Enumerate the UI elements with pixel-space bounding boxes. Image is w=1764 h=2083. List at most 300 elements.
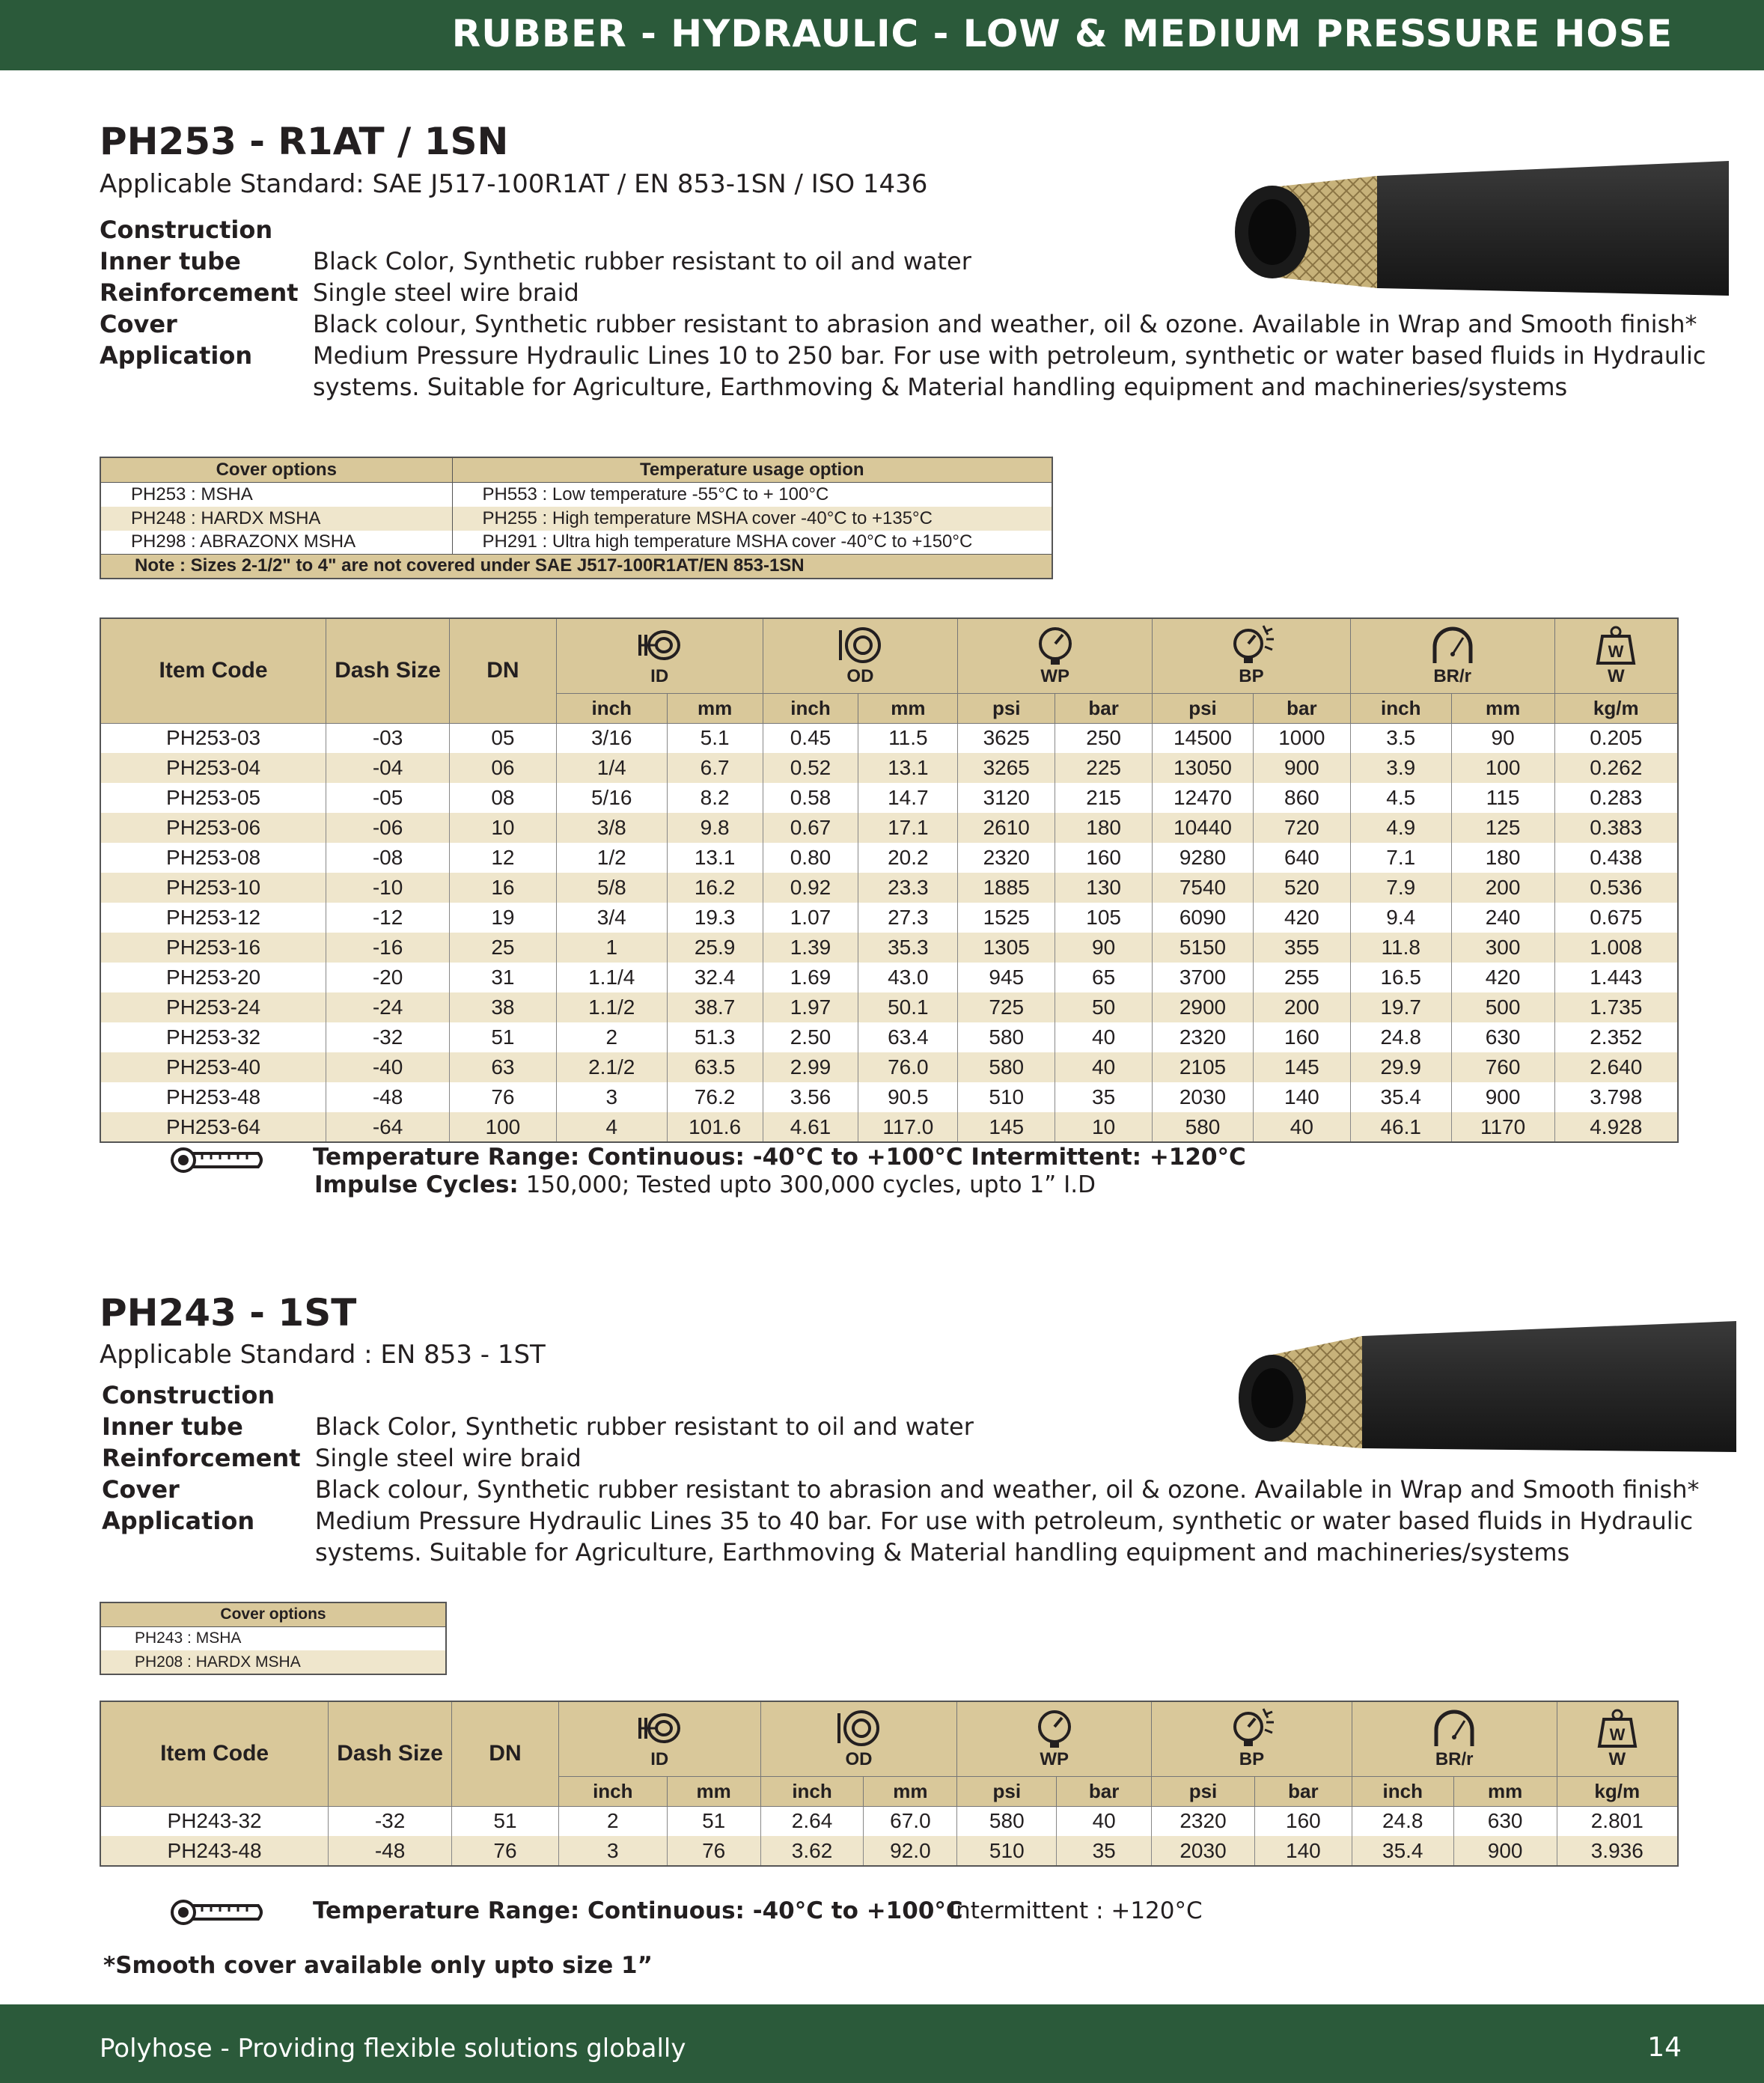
col-header-w — [1554, 618, 1678, 693]
options-header: Cover options — [100, 457, 452, 483]
temperature-option: PH255 : High temperature MSHA cover -40°C to +135°C — [452, 507, 1052, 531]
table-cell: 0.262 — [1554, 753, 1678, 783]
spec-table-ph243 — [100, 1701, 1679, 1867]
unit-header: kg/m — [1554, 693, 1678, 723]
impulse-cycles-ph253 — [314, 1171, 1096, 1198]
cover-option: PH253 : MSHA — [100, 483, 452, 507]
table-row — [100, 873, 1678, 903]
table-row — [100, 753, 1678, 783]
svg-text:W: W — [1608, 642, 1624, 662]
table-cell: -32 — [326, 1022, 450, 1052]
table-cell: PH253-08 — [100, 843, 326, 873]
table-cell: 63 — [449, 1052, 556, 1082]
table-row — [100, 903, 1678, 933]
table-cell: 25 — [449, 933, 556, 963]
col-header-bp — [1153, 618, 1351, 693]
table-cell: 5/16 — [556, 783, 667, 813]
table-cell: 06 — [449, 753, 556, 783]
table-cell: 11.5 — [858, 723, 958, 753]
table-cell: PH243-32 — [100, 1806, 329, 1836]
table-cell: 76.0 — [858, 1052, 958, 1082]
table-cell: 0.52 — [763, 753, 858, 783]
construction-row — [100, 340, 1716, 403]
construction-key: Reinforcement — [100, 278, 299, 307]
table-cell: 4.928 — [1554, 1112, 1678, 1142]
table-cell: 3/16 — [556, 723, 667, 753]
table-cell: 630 — [1451, 1022, 1554, 1052]
col-header-dn: DN — [452, 1701, 559, 1806]
table-cell: -48 — [326, 1082, 450, 1112]
table-cell: 0.438 — [1554, 843, 1678, 873]
construction-value: Black Color, Synthetic rubber resistant to oil and water — [313, 247, 971, 275]
table-cell: -04 — [326, 753, 450, 783]
table-cell: 2030 — [1153, 1082, 1254, 1112]
table-cell: 12 — [449, 843, 556, 873]
table-cell: 640 — [1253, 843, 1350, 873]
table-cell: 20.2 — [858, 843, 958, 873]
table-cell: 255 — [1253, 963, 1350, 992]
table-cell: 6.7 — [667, 753, 763, 783]
table-cell: 900 — [1453, 1836, 1557, 1866]
table-cell: 67.0 — [864, 1806, 957, 1836]
table-cell: 3 — [558, 1836, 667, 1866]
table-cell: 5/8 — [556, 873, 667, 903]
table-cell: 76 — [667, 1836, 760, 1866]
table-cell: PH253-20 — [100, 963, 326, 992]
construction-heading: Construction — [102, 1381, 275, 1409]
construction-key: Application — [100, 341, 253, 370]
table-row — [100, 1836, 1678, 1866]
spec-table-ph253 — [100, 617, 1679, 1143]
table-cell: 27.3 — [858, 903, 958, 933]
table-cell: 510 — [958, 1082, 1055, 1112]
table-cell: 76.2 — [667, 1082, 763, 1112]
unit-header: inch — [558, 1776, 667, 1806]
table-cell: 5.1 — [667, 723, 763, 753]
table-cell: 4.9 — [1350, 813, 1451, 843]
col-header-br — [1352, 1701, 1557, 1776]
table-cell: 4.5 — [1350, 783, 1451, 813]
construction-row — [102, 1411, 1718, 1442]
table-row — [100, 1112, 1678, 1142]
table-cell: 4.61 — [763, 1112, 858, 1142]
table-cell: 10 — [449, 813, 556, 843]
table-cell: 3.56 — [763, 1082, 858, 1112]
table-cell: 35 — [1057, 1836, 1152, 1866]
construction-row — [102, 1505, 1718, 1568]
construction-key: Inner tube — [100, 247, 241, 275]
product-title-ph253: PH253 - R1AT / 1SN — [100, 120, 509, 163]
table-cell: 40 — [1057, 1806, 1152, 1836]
table-cell: 90 — [1451, 723, 1554, 753]
table-cell: 2 — [556, 1022, 667, 1052]
temperature-option: PH291 : Ultra high temperature MSHA cover -40°C to +150°C — [452, 531, 1052, 555]
table-cell: 32.4 — [667, 963, 763, 992]
table-cell: 1.1/4 — [556, 963, 667, 992]
pressure-gauge-icon — [958, 624, 1152, 666]
table-cell: 38 — [449, 992, 556, 1022]
table-cell: 115 — [1451, 783, 1554, 813]
unit-header: inch — [760, 1776, 864, 1806]
unit-header: kg/m — [1557, 1776, 1678, 1806]
table-cell: 35 — [1055, 1082, 1153, 1112]
intermittent-ph243: Intermittent : +120°C — [949, 1897, 1203, 1924]
table-cell: 1 — [556, 933, 667, 963]
cover-option: PH208 : HARDX MSHA — [100, 1650, 446, 1674]
construction-ph243 — [102, 1379, 1718, 1568]
col-header-dash-size: Dash Size — [329, 1701, 452, 1806]
footer-tagline: Polyhose - Providing flexible solutions globally — [100, 2034, 686, 2064]
unit-header: psi — [958, 693, 1055, 723]
col-header-od — [760, 1701, 957, 1776]
unit-header: inch — [556, 693, 667, 723]
table-cell: PH253-24 — [100, 992, 326, 1022]
col-header-label: OD — [845, 1749, 873, 1770]
table-cell: 125 — [1451, 813, 1554, 843]
construction-row — [100, 277, 1716, 308]
table-cell: 520 — [1253, 873, 1350, 903]
table-cell: 65 — [1055, 963, 1153, 992]
col-header-br — [1350, 618, 1554, 693]
table-cell: 63.5 — [667, 1052, 763, 1082]
unit-header: inch — [1352, 1776, 1453, 1806]
bend-radius-icon — [1351, 624, 1554, 666]
construction-value: Single steel wire braid — [315, 1444, 582, 1472]
table-cell: 3.936 — [1557, 1836, 1678, 1866]
table-cell: 23.3 — [858, 873, 958, 903]
table-cell: 420 — [1451, 963, 1554, 992]
col-header-label: W — [1608, 1749, 1626, 1770]
table-cell: 76 — [452, 1836, 559, 1866]
table-row — [100, 723, 1678, 753]
table-cell: 24.8 — [1350, 1022, 1451, 1052]
table-cell: 720 — [1253, 813, 1350, 843]
table-cell: 180 — [1451, 843, 1554, 873]
table-cell: 3700 — [1153, 963, 1254, 992]
table-cell: 5150 — [1153, 933, 1254, 963]
col-header-label: WP — [1040, 666, 1070, 687]
table-cell: 1.1/2 — [556, 992, 667, 1022]
table-cell: PH253-06 — [100, 813, 326, 843]
table-cell: PH253-03 — [100, 723, 326, 753]
table-cell: 16.5 — [1350, 963, 1451, 992]
table-cell: 92.0 — [864, 1836, 957, 1866]
table-cell: 2030 — [1152, 1836, 1255, 1866]
cover-option: PH248 : HARDX MSHA — [100, 507, 452, 531]
table-cell: 7.1 — [1350, 843, 1451, 873]
table-cell: 08 — [449, 783, 556, 813]
table-cell: 14.7 — [858, 783, 958, 813]
svg-text:W: W — [1609, 1725, 1626, 1745]
construction-value: Black colour, Synthetic rubber resistant to abrasion and weather, oil & ozone. Available in Wrap and Smooth finish* — [313, 310, 1697, 338]
table-cell: PH253-40 — [100, 1052, 326, 1082]
table-cell: 3/8 — [556, 813, 667, 843]
table-cell: 51 — [449, 1022, 556, 1052]
table-cell: 38.7 — [667, 992, 763, 1022]
od-ring-icon — [761, 1707, 957, 1749]
construction-row — [102, 1474, 1718, 1505]
col-header-label: BP — [1239, 666, 1264, 687]
product-title-ph243: PH243 - 1ST — [100, 1291, 357, 1335]
table-cell: 3.5 — [1350, 723, 1451, 753]
bend-radius-icon — [1352, 1707, 1557, 1749]
table-cell: 200 — [1451, 873, 1554, 903]
unit-header: mm — [1451, 693, 1554, 723]
table-cell: 2.50 — [763, 1022, 858, 1052]
table-cell: 0.675 — [1554, 903, 1678, 933]
temperature-range-ph243: Temperature Range: Continuous: -40°C to +100°C — [313, 1897, 963, 1924]
table-cell: 1170 — [1451, 1112, 1554, 1142]
table-cell: 0.205 — [1554, 723, 1678, 753]
table-cell: 2105 — [1153, 1052, 1254, 1082]
col-header-item-code: Item Code — [100, 1701, 329, 1806]
table-cell: 43.0 — [858, 963, 958, 992]
table-cell: 1/2 — [556, 843, 667, 873]
col-header-dash-size: Dash Size — [326, 618, 450, 723]
table-cell: 3120 — [958, 783, 1055, 813]
table-cell: -03 — [326, 723, 450, 753]
table-cell: 16.2 — [667, 873, 763, 903]
table-cell: 117.0 — [858, 1112, 958, 1142]
table-cell: 0.80 — [763, 843, 858, 873]
table-cell: 900 — [1451, 1082, 1554, 1112]
options-header: Cover options — [100, 1602, 446, 1626]
table-cell: 10440 — [1153, 813, 1254, 843]
burst-gauge-icon — [1153, 624, 1350, 666]
table-cell: 500 — [1451, 992, 1554, 1022]
od-ring-icon — [763, 624, 958, 666]
table-cell: 51 — [452, 1806, 559, 1836]
col-header-label: BP — [1239, 1749, 1265, 1770]
table-cell: 1.39 — [763, 933, 858, 963]
unit-header: mm — [858, 693, 958, 723]
col-header-bp — [1152, 1701, 1352, 1776]
construction-ph253 — [100, 214, 1716, 403]
table-cell: 35.4 — [1350, 1082, 1451, 1112]
table-cell: 225 — [1055, 753, 1153, 783]
table-cell: 16 — [449, 873, 556, 903]
table-cell: -20 — [326, 963, 450, 992]
construction-key: Reinforcement — [102, 1444, 301, 1472]
table-cell: 760 — [1451, 1052, 1554, 1082]
col-header-dn: DN — [449, 618, 556, 723]
table-cell: 51.3 — [667, 1022, 763, 1052]
col-header-label: WP — [1040, 1749, 1069, 1770]
table-cell: 12470 — [1153, 783, 1254, 813]
table-cell: PH253-32 — [100, 1022, 326, 1052]
table-cell: PH253-48 — [100, 1082, 326, 1112]
col-header-od — [763, 618, 958, 693]
table-cell: 630 — [1453, 1806, 1557, 1836]
table-cell: 3.62 — [760, 1836, 864, 1866]
table-cell: 140 — [1254, 1836, 1352, 1866]
cover-option: PH298 : ABRAZONX MSHA — [100, 531, 452, 555]
table-cell: 2.801 — [1557, 1806, 1678, 1836]
table-cell: 13.1 — [667, 843, 763, 873]
table-cell: 24.8 — [1352, 1806, 1453, 1836]
options-header: Temperature usage option — [452, 457, 1052, 483]
table-cell: 510 — [957, 1836, 1057, 1866]
table-cell: -24 — [326, 992, 450, 1022]
table-cell: 19 — [449, 903, 556, 933]
temperature-option: PH553 : Low temperature -55°C to + 100°C — [452, 483, 1052, 507]
table-cell: 2320 — [958, 843, 1055, 873]
table-row — [100, 1082, 1678, 1112]
table-cell: 31 — [449, 963, 556, 992]
burst-gauge-icon — [1152, 1707, 1352, 1749]
table-cell: 420 — [1253, 903, 1350, 933]
table-cell: 8.2 — [667, 783, 763, 813]
table-cell: 240 — [1451, 903, 1554, 933]
table-cell: 2.640 — [1554, 1052, 1678, 1082]
table-cell: 1.69 — [763, 963, 858, 992]
table-cell: 580 — [957, 1806, 1057, 1836]
table-cell: 0.67 — [763, 813, 858, 843]
table-cell: -08 — [326, 843, 450, 873]
table-cell: 51 — [667, 1806, 760, 1836]
construction-key: Cover — [102, 1475, 180, 1504]
table-cell: 6090 — [1153, 903, 1254, 933]
construction-key: Cover — [100, 310, 177, 338]
table-cell: 29.9 — [1350, 1052, 1451, 1082]
table-cell: 101.6 — [667, 1112, 763, 1142]
table-cell: 180 — [1055, 813, 1153, 843]
col-header-id — [558, 1701, 760, 1776]
table-cell: 0.283 — [1554, 783, 1678, 813]
table-cell: PH253-12 — [100, 903, 326, 933]
table-cell: 2610 — [958, 813, 1055, 843]
table-cell: 13050 — [1153, 753, 1254, 783]
col-header-item-code: Item Code — [100, 618, 326, 723]
table-cell: 2 — [558, 1806, 667, 1836]
table-cell: 140 — [1253, 1082, 1350, 1112]
col-header-wp — [958, 618, 1153, 693]
table-cell: -64 — [326, 1112, 450, 1142]
table-cell: 0.383 — [1554, 813, 1678, 843]
table-cell: 1.07 — [763, 903, 858, 933]
table-cell: -12 — [326, 903, 450, 933]
table-cell: 0.92 — [763, 873, 858, 903]
table-cell: 46.1 — [1350, 1112, 1451, 1142]
id-ring-icon — [557, 624, 763, 666]
col-header-label: W — [1607, 666, 1625, 687]
table-cell: 580 — [958, 1022, 1055, 1052]
table-row — [100, 843, 1678, 873]
table-cell: 1.735 — [1554, 992, 1678, 1022]
table-cell: 2320 — [1153, 1022, 1254, 1052]
table-cell: -10 — [326, 873, 450, 903]
construction-heading: Construction — [100, 216, 273, 244]
construction-value: Black colour, Synthetic rubber resistant to abrasion and weather, oil & ozone. Available in Wrap and Smooth finish* — [315, 1475, 1700, 1504]
table-cell: 14500 — [1153, 723, 1254, 753]
table-cell: 40 — [1253, 1112, 1350, 1142]
table-cell: 0.536 — [1554, 873, 1678, 903]
options-table-ph243 — [100, 1602, 447, 1675]
temperature-range-ph253: Temperature Range: Continuous: -40°C to +100°C Intermittent: +120°C — [313, 1144, 1246, 1171]
col-header-label: BR/r — [1435, 1749, 1474, 1770]
table-cell: -06 — [326, 813, 450, 843]
table-cell: 2.352 — [1554, 1022, 1678, 1052]
table-cell: 90 — [1055, 933, 1153, 963]
table-cell: PH253-04 — [100, 753, 326, 783]
table-cell: -05 — [326, 783, 450, 813]
col-header-label: OD — [846, 666, 874, 687]
table-cell: 50.1 — [858, 992, 958, 1022]
table-cell: PH253-10 — [100, 873, 326, 903]
construction-value: Single steel wire braid — [313, 278, 579, 307]
table-cell: 945 — [958, 963, 1055, 992]
impulse-label: Impulse Cycles: — [314, 1171, 519, 1198]
table-cell: PH253-16 — [100, 933, 326, 963]
table-cell: -16 — [326, 933, 450, 963]
table-cell: 215 — [1055, 783, 1153, 813]
unit-header: bar — [1057, 1776, 1152, 1806]
table-cell: 860 — [1253, 783, 1350, 813]
table-cell: 3265 — [958, 753, 1055, 783]
construction-value: Medium Pressure Hydraulic Lines 35 to 40 bar. For use with petroleum, synthetic or water based fluids in Hydraulic systems. Suitable for Agriculture, Earthmoving & Material handling equipment and machineries/systems — [315, 1507, 1694, 1567]
table-cell: 100 — [1451, 753, 1554, 783]
table-cell: -32 — [329, 1806, 452, 1836]
table-cell: 1000 — [1253, 723, 1350, 753]
table-cell: 100 — [449, 1112, 556, 1142]
unit-header: psi — [1153, 693, 1254, 723]
table-cell: 355 — [1253, 933, 1350, 963]
col-header-id — [556, 618, 763, 693]
table-cell: 1.008 — [1554, 933, 1678, 963]
table-cell: 300 — [1451, 933, 1554, 963]
table-cell: 19.7 — [1350, 992, 1451, 1022]
table-cell: 160 — [1254, 1806, 1352, 1836]
table-cell: 1305 — [958, 933, 1055, 963]
table-cell: 9.4 — [1350, 903, 1451, 933]
table-cell: 160 — [1055, 843, 1153, 873]
table-cell: 40 — [1055, 1022, 1153, 1052]
weight-icon — [1557, 1707, 1677, 1749]
table-cell: 580 — [958, 1052, 1055, 1082]
col-header-label: ID — [650, 1749, 669, 1770]
table-cell: -40 — [326, 1052, 450, 1082]
table-cell: 10 — [1055, 1112, 1153, 1142]
table-cell: 50 — [1055, 992, 1153, 1022]
table-cell: 3625 — [958, 723, 1055, 753]
table-cell: 19.3 — [667, 903, 763, 933]
table-cell: 160 — [1253, 1022, 1350, 1052]
weight-icon — [1555, 624, 1677, 666]
table-cell: 7540 — [1153, 873, 1254, 903]
table-cell: 1885 — [958, 873, 1055, 903]
col-header-label: ID — [650, 666, 669, 687]
table-cell: 105 — [1055, 903, 1153, 933]
table-cell: 2.99 — [763, 1052, 858, 1082]
table-cell: 1525 — [958, 903, 1055, 933]
table-cell: 05 — [449, 723, 556, 753]
page-number: 14 — [1647, 2032, 1682, 2063]
table-cell: 3/4 — [556, 903, 667, 933]
table-cell: 90.5 — [858, 1082, 958, 1112]
table-cell: 35.3 — [858, 933, 958, 963]
construction-value: Medium Pressure Hydraulic Lines 10 to 250 bar. For use with petroleum, synthetic or water based fluids in Hydraulic systems. Suitable for Agriculture, Earthmoving & Material handling equipment and machineries/systems — [313, 341, 1706, 401]
table-cell: 0.45 — [763, 723, 858, 753]
thermometer-icon — [168, 1141, 266, 1179]
page-header-title: RUBBER - HYDRAULIC - LOW & MEDIUM PRESSURE HOSE — [451, 12, 1673, 55]
table-cell: 76 — [449, 1082, 556, 1112]
table-row — [100, 963, 1678, 992]
construction-row — [102, 1442, 1718, 1474]
table-cell: 7.9 — [1350, 873, 1451, 903]
unit-header: mm — [667, 1776, 760, 1806]
table-row — [100, 933, 1678, 963]
unit-header: bar — [1254, 1776, 1352, 1806]
